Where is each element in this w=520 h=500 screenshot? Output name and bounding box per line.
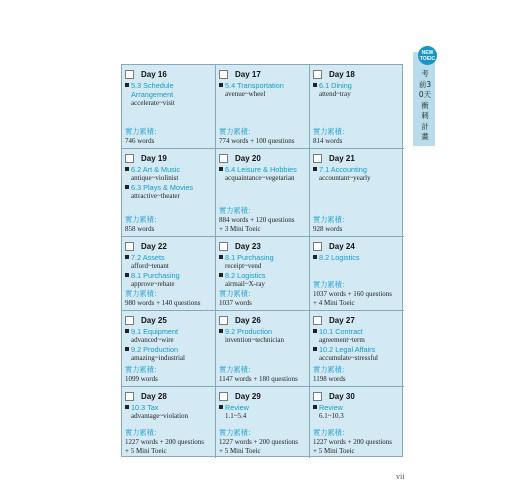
word-range: accelerate~visit [131, 99, 175, 107]
topic-item [313, 165, 401, 174]
score-value: 884 words + 120 questions [219, 216, 295, 224]
topic-title: 9.2 Production [131, 345, 179, 354]
score-value: 1037 words + 160 questions [313, 290, 393, 298]
day-header [219, 240, 306, 252]
day-label: Day 20 [235, 153, 261, 163]
topic-title: 8.1 Purchasing [131, 271, 180, 280]
bullet-square-icon [125, 255, 129, 259]
topic-item [313, 253, 401, 262]
score-block [313, 216, 402, 234]
bullet-square-icon [125, 329, 129, 333]
day-label: Day 19 [141, 153, 167, 163]
day-checkbox[interactable] [219, 242, 228, 251]
day-checkbox[interactable] [313, 70, 322, 79]
score-value: 746 words [125, 137, 155, 145]
day-label: Day 30 [329, 391, 355, 401]
day-label: Day 18 [329, 69, 355, 79]
day-label: Day 25 [141, 315, 167, 325]
topic-title-line2: Arrangement [131, 90, 174, 99]
topic-item [125, 345, 212, 354]
word-range: accountant~yearly [319, 174, 371, 182]
word-range: invention~technician [225, 336, 284, 344]
topic-title: 6.1 Dining [319, 81, 352, 90]
day-cell [216, 387, 310, 458]
day-cell [122, 149, 216, 237]
day-topics [219, 165, 306, 183]
word-range: advantage~violation [131, 412, 189, 420]
score-value: 1227 words + 200 questions [313, 438, 393, 446]
day-topics [313, 403, 401, 421]
day-checkbox[interactable] [219, 154, 228, 163]
score-value: + 5 Mini Toeic [219, 447, 261, 455]
word-range: acquaintance~vegetarian [225, 174, 295, 182]
day-cell [216, 149, 310, 237]
score-block [219, 128, 307, 146]
topic-title: 7.1 Accounting [319, 165, 367, 174]
day-cell [122, 311, 216, 387]
bullet-square-icon [313, 255, 317, 259]
topic-title: 8.2 Logistics [225, 271, 266, 280]
topic-item [125, 271, 212, 280]
bullet-square-icon [313, 167, 317, 171]
day-header [125, 390, 212, 402]
topic-title: 6.2 Art & Music [131, 165, 181, 174]
bullet-square-icon [219, 405, 223, 409]
bullet-square-icon [125, 185, 129, 189]
day-topics [219, 403, 306, 421]
day-label: Day 27 [329, 315, 355, 325]
score-label: 實力累積： [125, 216, 161, 224]
vertical-chapter-title: 考前30天衝刺計畫 [418, 69, 432, 141]
word-range: advanced~wire [131, 336, 174, 344]
score-value: 1099 words [125, 375, 158, 383]
score-label: 實力累積： [125, 290, 161, 298]
topic-title: 8.1 Purchasing [225, 253, 274, 262]
topic-item [125, 403, 212, 412]
score-value: + 5 Mini Toeic [125, 447, 167, 455]
word-range: agreement~term [319, 336, 365, 344]
score-block [125, 290, 213, 308]
day-label: Day 22 [141, 241, 167, 251]
topic-item [219, 327, 306, 336]
day-label: Day 26 [235, 315, 261, 325]
day-topics [125, 327, 212, 363]
day-topics [313, 81, 401, 99]
score-value: 980 words + 140 questions [125, 299, 201, 307]
topic-title-continued [125, 90, 212, 99]
day-topics [313, 327, 401, 363]
day-checkbox[interactable] [313, 154, 322, 163]
bullet-square-icon [125, 273, 129, 277]
day-checkbox[interactable] [219, 316, 228, 325]
day-checkbox[interactable] [125, 70, 134, 79]
day-checkbox[interactable] [125, 242, 134, 251]
score-value: + 4 Mini Toeic [313, 299, 355, 307]
day-cell [310, 237, 404, 311]
topic-title: 9.1 Equipment [131, 327, 179, 336]
score-label: 實力累積： [125, 366, 161, 374]
topic-title: 7.2 Assets [131, 253, 165, 262]
topic-item [313, 81, 401, 90]
score-label: 實力累積： [219, 128, 255, 136]
score-label: 實力累積： [125, 429, 161, 437]
score-label: 實力累積： [313, 366, 349, 374]
word-range: attractive~theater [131, 192, 180, 200]
bullet-square-icon [219, 329, 223, 333]
score-label: 實力累積： [313, 216, 349, 224]
score-block [125, 128, 213, 146]
day-header [313, 152, 401, 164]
score-block [313, 366, 402, 384]
day-checkbox[interactable] [313, 242, 322, 251]
word-range: 6.1~10.3 [319, 412, 344, 420]
study-plan-grid [121, 64, 403, 457]
score-label: 實力累積： [313, 281, 349, 289]
topic-title: 6.4 Leisure & Hobbies [225, 165, 297, 174]
score-label: 實力累積： [313, 429, 349, 437]
score-value: 858 words [125, 225, 155, 233]
word-range: antique~violinist [131, 174, 179, 182]
day-checkbox[interactable] [219, 392, 228, 401]
bullet-square-icon [313, 405, 317, 409]
score-label: 實力累積： [219, 290, 255, 298]
bullet-square-icon [219, 83, 223, 87]
topic-title: 5.3 Schedule [131, 81, 174, 90]
day-checkbox[interactable] [125, 392, 134, 401]
day-topics [219, 327, 306, 345]
topic-item [219, 81, 306, 90]
topic-item [125, 253, 212, 262]
score-block [219, 429, 307, 456]
day-checkbox[interactable] [313, 392, 322, 401]
topic-item [313, 403, 401, 412]
day-cell [310, 387, 404, 458]
day-label: Day 28 [141, 391, 167, 401]
topic-item [219, 271, 306, 280]
day-cell [310, 65, 404, 149]
day-header [219, 390, 306, 402]
score-value: 774 words + 100 questions [219, 137, 295, 145]
score-block [313, 429, 402, 456]
day-topics [125, 253, 212, 289]
score-value: 1037 words [219, 299, 252, 307]
topic-title: Review [319, 403, 343, 412]
word-range: airmail~X-ray [225, 280, 265, 288]
word-range: accumulate~stressful [319, 354, 378, 362]
topic-title: 5.4 Transportation [225, 81, 284, 90]
score-label: 實力累積： [219, 429, 255, 437]
bullet-square-icon [125, 405, 129, 409]
topic-title: 9.2 Production [225, 327, 273, 336]
topic-item [125, 327, 212, 336]
bullet-square-icon [219, 167, 223, 171]
day-label: Day 29 [235, 391, 261, 401]
day-topics [313, 253, 401, 262]
score-label: 實力累積： [125, 128, 161, 136]
day-label: Day 17 [235, 69, 261, 79]
score-value: 1198 words [313, 375, 346, 383]
score-value: 1227 words + 200 questions [125, 438, 205, 446]
score-block [313, 128, 402, 146]
bullet-square-icon [125, 83, 129, 87]
word-range: approve~rebate [131, 280, 175, 288]
topic-title: 10.3 Tax [131, 403, 159, 412]
new-toeic-badge [418, 46, 437, 65]
score-block [125, 216, 213, 234]
score-value: 1227 words + 200 questions [219, 438, 299, 446]
day-cell [122, 65, 216, 149]
day-header [313, 68, 401, 80]
badge-line2: TOEIC [419, 55, 436, 62]
score-value: 814 words [313, 137, 343, 145]
day-label: Day 23 [235, 241, 261, 251]
score-block [313, 281, 402, 308]
day-header [125, 314, 212, 326]
topic-item [219, 165, 306, 174]
word-range: receipt~vend [225, 262, 262, 270]
bullet-square-icon [125, 347, 129, 351]
day-topics [313, 165, 401, 183]
day-topics [219, 253, 306, 289]
score-block [219, 366, 307, 384]
score-value: 928 words [313, 225, 343, 233]
day-cell [310, 149, 404, 237]
page-number: vii [396, 472, 405, 481]
day-cell [216, 311, 310, 387]
day-topics [125, 403, 212, 421]
topic-item [313, 345, 401, 354]
topic-item [219, 403, 306, 412]
day-topics [219, 81, 306, 99]
word-range: avenue~wheel [225, 90, 266, 98]
day-cell [310, 311, 404, 387]
topic-item [125, 81, 212, 90]
day-header [313, 240, 401, 252]
day-topics [125, 165, 212, 201]
day-label: Day 21 [329, 153, 355, 163]
topic-item [313, 327, 401, 336]
bullet-square-icon [313, 329, 317, 333]
day-checkbox[interactable] [125, 154, 134, 163]
day-label: Day 24 [329, 241, 355, 251]
bullet-square-icon [313, 83, 317, 87]
day-checkbox[interactable] [219, 70, 228, 79]
day-cell [122, 387, 216, 458]
day-cell [122, 237, 216, 311]
day-cell [216, 65, 310, 149]
bullet-square-icon [219, 273, 223, 277]
score-block [125, 429, 213, 456]
day-header [219, 68, 306, 80]
bullet-square-icon [313, 347, 317, 351]
score-label: 實力累積： [219, 207, 255, 215]
word-range: attend~tray [319, 90, 351, 98]
score-value: + 3 Mini Toeic [219, 225, 261, 233]
score-value: 1147 words + 180 questions [219, 375, 298, 383]
day-checkbox[interactable] [125, 316, 134, 325]
day-header [219, 152, 306, 164]
word-range: afford~tenant [131, 262, 169, 270]
day-header [125, 152, 212, 164]
topic-title: 10.2 Legal Affairs [319, 345, 376, 354]
score-value: + 5 Mini Toeic [313, 447, 355, 455]
badge-line1: NEW [421, 49, 434, 56]
score-label: 實力累積： [219, 366, 255, 374]
topic-title: Review [225, 403, 249, 412]
topic-item [125, 183, 212, 192]
day-cell [216, 237, 310, 311]
topic-title: 10.1 Contract [319, 327, 363, 336]
day-label: Day 16 [141, 69, 167, 79]
score-block [125, 366, 213, 384]
day-topics [125, 81, 212, 108]
day-header [313, 314, 401, 326]
day-checkbox[interactable] [313, 316, 322, 325]
score-label: 實力累積： [313, 128, 349, 136]
topic-item [219, 253, 306, 262]
topic-title: 8.2 Logistics [319, 253, 360, 262]
word-range: 1.1~5.4 [225, 412, 247, 420]
bullet-square-icon [125, 167, 129, 171]
day-header [125, 240, 212, 252]
bullet-square-icon [219, 255, 223, 259]
day-header [219, 314, 306, 326]
topic-item [125, 165, 212, 174]
day-header [313, 390, 401, 402]
topic-title: 6.3 Plays & Movies [131, 183, 194, 192]
day-header [125, 68, 212, 80]
score-block [219, 290, 307, 308]
word-range: amazing~industrial [131, 354, 185, 362]
score-block [219, 207, 307, 234]
